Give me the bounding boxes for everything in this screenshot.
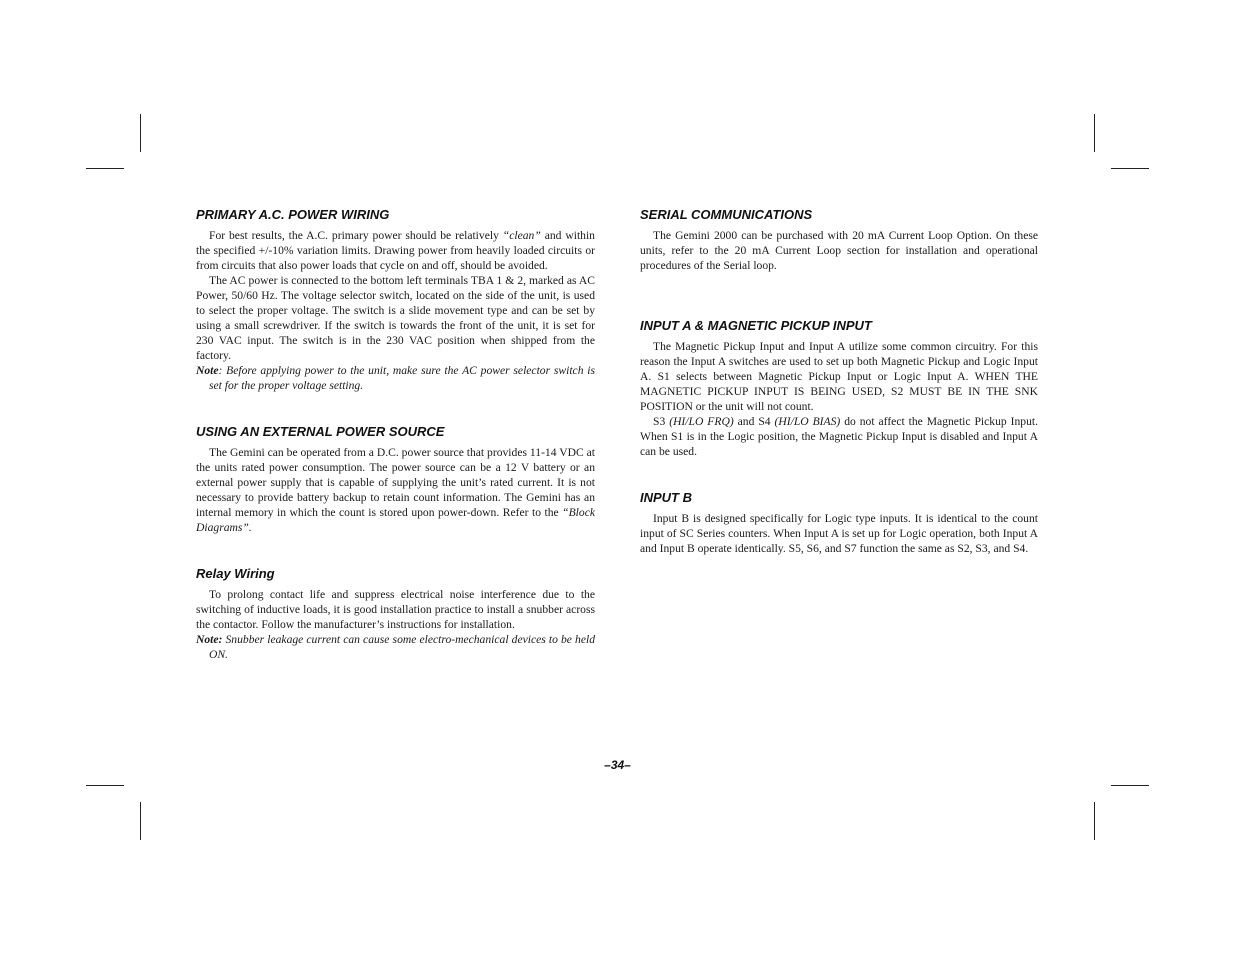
section-external-power-source <box>196 423 595 535</box>
paragraph: The Magnetic Pickup Input and Input A utilize some common circuitry. For this reason the Input A switches are used to set up both Magnetic Pickup and Logic Input A. S1 selects between Magnetic Pickup Input or Logic Input A. WHEN THE MAGNETIC PICKUP INPUT IS BEING USED, S2 MUST BE IN THE SNK POSITION or the unit will not count. <box>640 340 1038 413</box>
paragraph: The Gemini 2000 can be purchased with 20 mA Current Loop Option. On these units, refer to the 20 mA Current Loop section for installation and operational procedures of the Serial loop. <box>640 229 1038 272</box>
right-column <box>640 206 1038 556</box>
paragraph: Input B is designed specifically for Logic type inputs. It is identical to the count input of SC Series counters. When Input A is set up for Logic operation, both Input A and Input B operate identically. S5, S6, and S7 function the same as S2, S3, and S4. <box>640 512 1038 555</box>
section-serial-communications <box>640 206 1038 273</box>
crop-mark <box>140 114 141 152</box>
section-relay-wiring <box>196 565 595 662</box>
crop-mark <box>1094 114 1095 152</box>
crop-mark <box>86 785 124 786</box>
section-primary-ac-power-wiring <box>196 206 595 393</box>
note: Note: Before applying power to the unit, make sure the AC power selector switch is set for the proper voltage setting. <box>196 364 595 392</box>
paragraph: To prolong contact life and suppress electrical noise interference due to the switching of inductive loads, it is good installation practice to install a snubber across the contactor. Follow the manufacturer’s instructions for installation. <box>196 588 595 631</box>
page-number: –34– <box>604 758 631 772</box>
section-heading: USING AN EXTERNAL POWER SOURCE <box>196 424 445 439</box>
section-heading: INPUT B <box>640 490 692 505</box>
section-heading: INPUT A & MAGNETIC PICKUP INPUT <box>640 318 872 333</box>
section-heading: Relay Wiring <box>196 566 275 581</box>
section-input-b <box>640 489 1038 556</box>
crop-mark <box>86 168 124 169</box>
paragraph: S3 (HI/LO FRQ) and S4 (HI/LO BIAS) do not affect the Magnetic Pickup Input. When S1 is in the Logic position, the Magnetic Pickup Input is disabled and Input A can be used. <box>640 415 1038 458</box>
note: Note: Snubber leakage current can cause some electro-mechanical devices to be held ON. <box>196 633 595 661</box>
crop-mark <box>1111 168 1149 169</box>
crop-mark <box>1111 785 1149 786</box>
section-heading: PRIMARY A.C. POWER WIRING <box>196 207 390 222</box>
section-input-a-magnetic-pickup <box>640 317 1038 459</box>
section-heading: SERIAL COMMUNICATIONS <box>640 207 813 222</box>
crop-mark <box>140 802 141 840</box>
paragraph: The AC power is connected to the bottom left terminals TBA 1 & 2, marked as AC Power, 50/60 Hz. The voltage selector switch, located on the side of the unit, is used to select the proper voltage. The switch is a slide movement type and can be set by using a small screwdriver. If the switch is towards the front of the unit, it is set for 230 VAC input. The switch is in the 230 VAC position when shipped from the factory. <box>196 274 595 362</box>
left-column <box>196 206 595 662</box>
crop-mark <box>1094 802 1095 840</box>
paragraph: The Gemini can be operated from a D.C. power source that provides 11-14 VDC at the units rated power consumption. The power source can be a 12 V battery or an external power supply that is capable of supplying the unit’s rated current. It is not necessary to provide battery backup to retain count information. The Gemini has an internal memory in which the count is stored upon power-down. Refer to the “Block Diagrams”. <box>196 446 595 534</box>
paragraph: For best results, the A.C. primary power should be relatively “clean” and within the specified +/-10% variation limits. Drawing power from heavily loaded circuits or from circuits that also power loads that cycle on and off, should be avoided. <box>196 229 595 272</box>
